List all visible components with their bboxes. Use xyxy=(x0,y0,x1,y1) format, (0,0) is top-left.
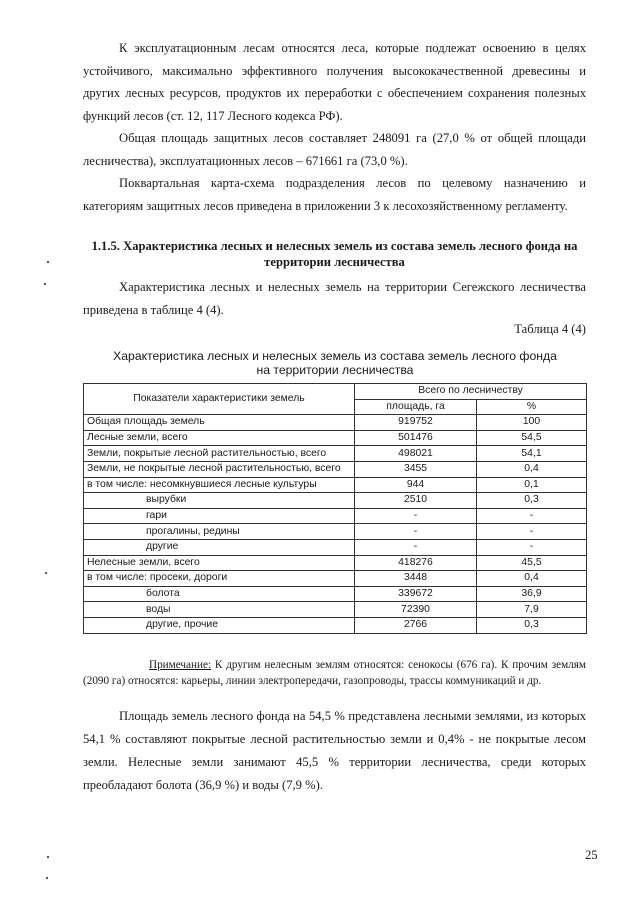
table-row xyxy=(84,555,587,571)
table-row xyxy=(84,602,587,618)
paragraph-protective-forests-area: Общая площадь защитных лесов составляет 248091 га (27,0 % от общей площади лесничества), эксплуатационных лесов – 671661 га (73,0 %). xyxy=(83,131,586,168)
page-number: 25 xyxy=(585,848,598,862)
row-label: прогалины, редины xyxy=(84,524,355,540)
row-area: - xyxy=(355,524,477,540)
table-row xyxy=(84,508,587,524)
row-percent: 54,5 xyxy=(477,430,587,446)
row-percent: 0,4 xyxy=(477,571,587,587)
row-percent: 0,3 xyxy=(477,617,587,633)
row-area: 498021 xyxy=(355,446,477,462)
row-label: Лесные земли, всего xyxy=(84,430,355,446)
scan-speck xyxy=(47,856,49,858)
row-percent: 45,5 xyxy=(477,555,587,571)
table-row xyxy=(84,415,587,431)
paragraph-map-scheme: Поквартальная карта-схема подразделения лесов по целевому назначению и категориям защитных лесов приведена в приложении 3 к лесохозяйственному регламенту. xyxy=(83,176,586,213)
row-area: 2766 xyxy=(355,617,477,633)
row-label: в том числе: несомкнувшиеся лесные культуры xyxy=(84,477,355,493)
paragraph-summary: Площадь земель лесного фонда на 54,5 % представлена лесными землями, из которых 54,1 % составляют покрытые лесной растительностью земли и 0,4% - не покрытые лесом земли. Нелесные земли занимают 45,5 % территории лесничества, среди которых преобладают болота (36,9 %) и воды (7,9 %). xyxy=(83,709,586,792)
scan-speck xyxy=(46,877,48,879)
table-title-line-2: на территории лесничества xyxy=(256,363,414,377)
row-percent: 54,1 xyxy=(477,446,587,462)
header-area: площадь, га xyxy=(355,399,477,415)
scan-speck xyxy=(47,261,49,263)
note-text: К другим нелесным землям относятся: сенокосы (676 га). К прочим землям (2090 га) относятся: карьеры, линии электропередачи, газопроводы, трассы коммуникаций и др. xyxy=(83,659,586,687)
row-percent: 0,4 xyxy=(477,461,587,477)
table-title-line-1: Характеристика лесных и нелесных земель из состава земель лесного фонда xyxy=(113,349,557,363)
row-label: Общая площадь земель xyxy=(84,415,355,431)
row-label: в том числе: просеки, дороги xyxy=(84,571,355,587)
row-percent: 100 xyxy=(477,415,587,431)
table-row xyxy=(84,524,587,540)
row-area: 501476 xyxy=(355,430,477,446)
paragraph-table-intro: Характеристика лесных и нелесных земель на территории Сегежского лесничества приведена в таблице 4 (4). xyxy=(83,280,586,317)
table-row xyxy=(84,493,587,509)
paragraph-exploitation-forests: К эксплуатационным лесам относятся леса, которые подлежат освоению в целях устойчивого, максимально эффективного получения высококачественной древесины и других лесных ресурсов, продуктов их переработки с обеспечением сохранения полезных функций лесов (ст. 12, 117 Лесного кодекса РФ). xyxy=(83,41,586,123)
table-caption: Таблица 4 (4) xyxy=(514,322,586,336)
row-area: 339672 xyxy=(355,586,477,602)
row-area: 3448 xyxy=(355,571,477,587)
table-row xyxy=(84,617,587,633)
row-area: - xyxy=(355,539,477,555)
scan-speck xyxy=(45,572,47,574)
row-area: 919752 xyxy=(355,415,477,431)
table-row xyxy=(84,586,587,602)
scan-speck xyxy=(44,283,46,285)
row-label: другие, прочие xyxy=(84,617,355,633)
header-indicators: Показатели характеристики земель xyxy=(84,384,355,415)
table-row xyxy=(84,461,587,477)
row-label: гари xyxy=(84,508,355,524)
row-percent: - xyxy=(477,524,587,540)
row-label: воды xyxy=(84,602,355,618)
table-row xyxy=(84,446,587,462)
table-row xyxy=(84,571,587,587)
row-label: болота xyxy=(84,586,355,602)
table-note xyxy=(83,657,586,689)
row-percent: 0,1 xyxy=(477,477,587,493)
row-area: 3455 xyxy=(355,461,477,477)
row-label: другие xyxy=(84,539,355,555)
table-row xyxy=(84,477,587,493)
section-heading: 1.1.5. Характеристика лесных и нелесных земель из состава земель лесного фонда на территории лесничества xyxy=(91,239,578,269)
row-label: Земли, покрытые лесной растительностью, всего xyxy=(84,446,355,462)
table-row xyxy=(84,539,587,555)
row-label: Земли, не покрытые лесной растительностью, всего xyxy=(84,461,355,477)
row-area: 72390 xyxy=(355,602,477,618)
land-characteristics-table xyxy=(83,383,587,634)
table-title xyxy=(90,349,580,377)
row-percent: 7,9 xyxy=(477,602,587,618)
row-percent: - xyxy=(477,508,587,524)
row-area: 418276 xyxy=(355,555,477,571)
row-percent: 36,9 xyxy=(477,586,587,602)
row-area: 944 xyxy=(355,477,477,493)
row-label: вырубки xyxy=(84,493,355,509)
table-row xyxy=(84,430,587,446)
row-percent: 0,3 xyxy=(477,493,587,509)
header-total: Всего по лесничеству xyxy=(355,384,587,400)
row-area: - xyxy=(355,508,477,524)
row-label: Нелесные земли, всего xyxy=(84,555,355,571)
header-percent: % xyxy=(477,399,587,415)
row-percent: - xyxy=(477,539,587,555)
row-area: 2510 xyxy=(355,493,477,509)
note-label: Примечание: xyxy=(149,659,212,671)
